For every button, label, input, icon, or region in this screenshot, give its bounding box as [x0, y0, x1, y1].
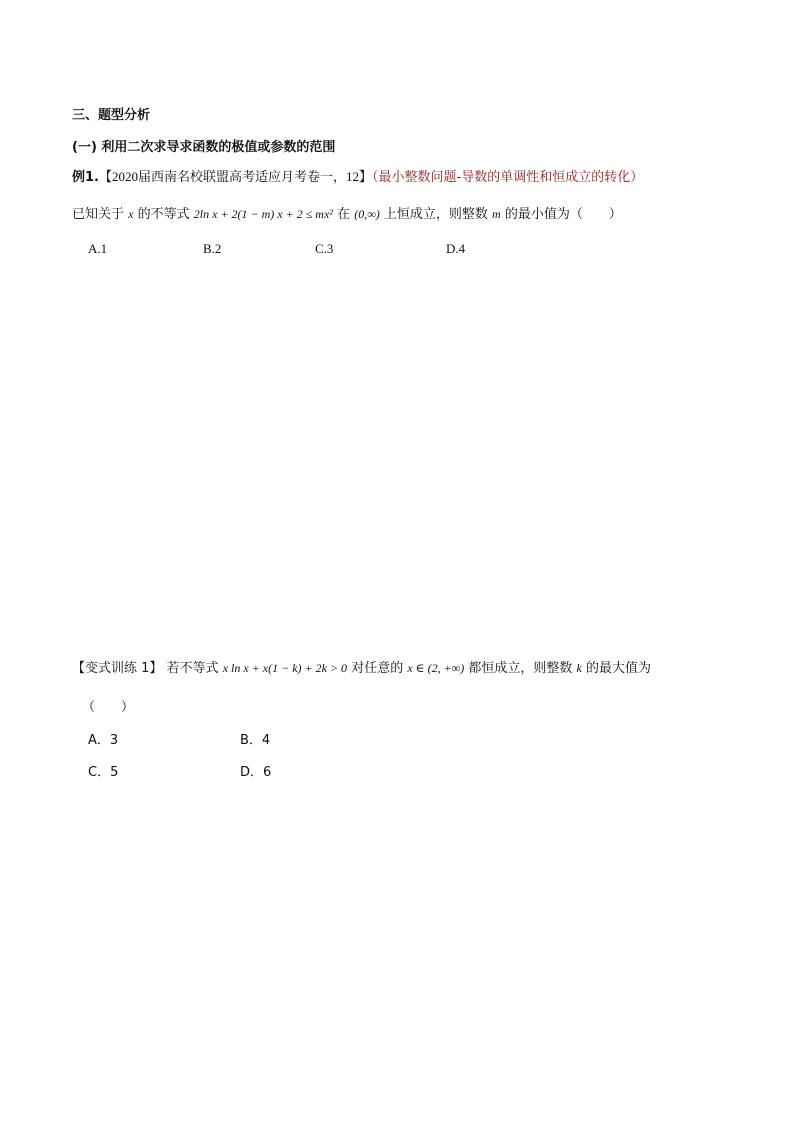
example-1-header — [72, 166, 643, 185]
example-label: 例1. — [72, 170, 99, 185]
question-text-2: 的不等式 — [137, 207, 190, 222]
example-option-c: C.3 — [315, 241, 334, 256]
variant-text-2: 对任意的 — [351, 661, 404, 676]
variant-option-b: B．4 — [240, 733, 271, 748]
variant-answer-paren: （ ） — [82, 700, 135, 715]
variant-text-1: 若不等式 — [166, 661, 219, 676]
example-option-d: D.4 — [446, 241, 466, 256]
subsection-title: (一) 利用二次求导求函数的极值或参数的范围 — [72, 140, 336, 155]
example-option-a: A.1 — [88, 241, 108, 256]
variant-text-4: 的最大值为 — [585, 661, 651, 676]
variant-domain: x ∈ (2, +∞) — [407, 661, 465, 675]
example-source: 【2020届西南名校联盟高考适应月考卷一，12】 — [98, 169, 372, 184]
variant-option-d: D．6 — [240, 765, 272, 780]
question-text-4: 上恒成立，则整数 — [383, 207, 488, 222]
section-title: 三、题型分析 — [72, 108, 151, 123]
question-text-1: 已知关于 — [72, 207, 125, 222]
example-tag: （最小整数问题-导数的单调性和恒成立的转化） — [372, 170, 644, 185]
var-x: x — [128, 207, 134, 221]
variant-label: 【变式训练 1】 — [72, 661, 163, 676]
inequality: 2ln x + 2(1 − m) x + 2 ≤ mx² — [193, 207, 333, 221]
variant-option-c: C．5 — [88, 765, 119, 780]
variant-option-a: A．3 — [88, 733, 119, 748]
variant-text-3: 都恒成立，则整数 — [468, 661, 573, 676]
question-text-5: 的最小值为（ ） — [504, 207, 622, 222]
interval: (0,∞) — [354, 207, 380, 221]
question-text-3: 在 — [337, 207, 351, 222]
variant-1-question — [72, 657, 651, 676]
var-m: m — [492, 207, 501, 221]
var-k: k — [576, 661, 582, 675]
example-option-b: B.2 — [203, 241, 222, 256]
variant-inequality: x ln x + x(1 − k) + 2k > 0 — [222, 661, 348, 675]
example-1-question — [72, 203, 622, 222]
